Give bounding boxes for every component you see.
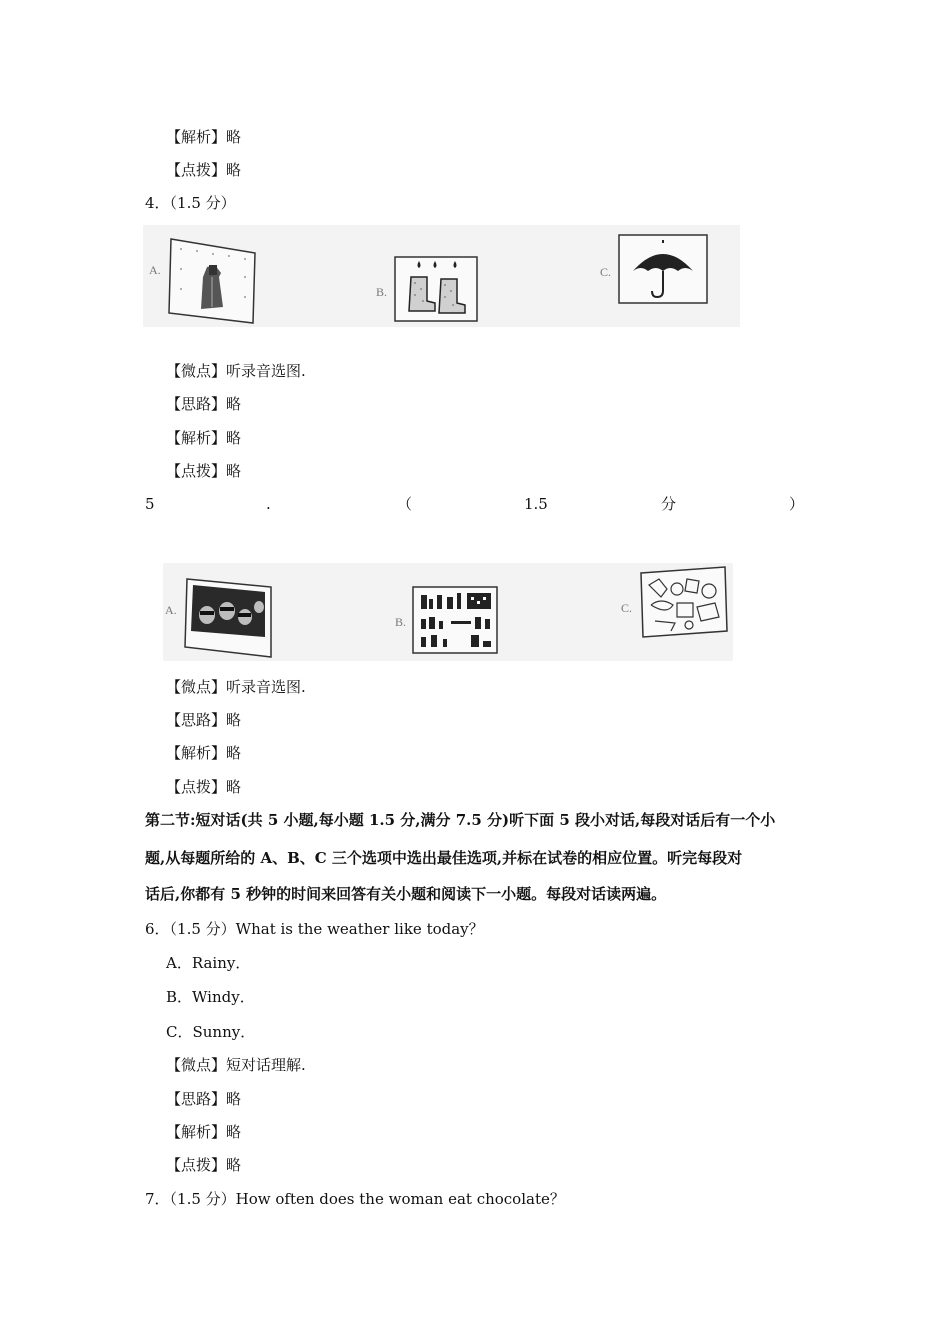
q6-point: 【微点】短对话理解. (166, 1056, 306, 1074)
sports-pictograms-icon (411, 585, 499, 655)
q5-option-b-letter: B. (395, 615, 407, 629)
q6-option-c: C．Sunny． (166, 1023, 256, 1041)
q4-tip: 【点拨】略 (166, 462, 242, 480)
q6-idea: 【思路】略 (166, 1090, 242, 1108)
q5-idea: 【思路】略 (166, 711, 242, 729)
q6-option-a: A．Rainy． (166, 954, 251, 972)
q5-header (0, 494, 950, 514)
section2-line-1: 第二节:短对话(共 5 小题,每小题 1.5 分,满分 7.5 分)听下面 5 段小对话,每段对话后有一个小 (145, 811, 776, 829)
q4-picture-options (143, 225, 740, 327)
q5-score-unit: 分 (661, 495, 677, 513)
q5-analysis: 【解析】略 (166, 744, 242, 762)
section2-line-3: 话后,你都有 5 秒钟的时间来回答有关小题和阅读下一小题。每段对话读两遍。 (145, 885, 667, 903)
q7-header: 7．（1.5 分）How often does the woman eat chocolate？ (145, 1190, 565, 1208)
q5-option-a-letter: A. (165, 603, 177, 617)
q6-analysis: 【解析】略 (166, 1123, 242, 1141)
rain-boots-icon (393, 255, 479, 323)
messy-room-drawing-icon (637, 565, 729, 641)
q5-score: 1.5 (524, 495, 548, 513)
q5-picture-options (163, 563, 733, 661)
q4-header: 4．（1.5 分） (145, 194, 236, 212)
q6-header: 6．（1.5 分）What is the weather like today？ (145, 920, 484, 938)
q5-dot: . (266, 495, 271, 513)
q6-tip: 【点拨】略 (166, 1156, 242, 1174)
section2-line-2: 题,从每题所给的 A、B、C 三个选项中选出最佳选项,并标在试卷的相应位置。听完每段对 (145, 849, 743, 867)
q3-analysis: 【解析】略 (166, 128, 242, 146)
q4-idea: 【思路】略 (166, 395, 242, 413)
q4-option-a-letter: A. (149, 263, 161, 277)
q4-analysis: 【解析】略 (166, 429, 242, 447)
q5-left-paren: （ (397, 495, 413, 513)
umbrella-icon (617, 233, 709, 305)
q4-option-b-letter: B. (376, 285, 388, 299)
q6-option-b: B．Windy． (166, 988, 255, 1006)
q5-point: 【微点】听录音选图. (166, 678, 306, 696)
q4-point: 【微点】听录音选图. (166, 362, 306, 380)
q5-option-c-letter: C. (621, 601, 633, 615)
q3-tip: 【点拨】略 (166, 161, 242, 179)
q5-right-paren: ） (789, 495, 805, 513)
cinema-audience-photo-icon (183, 577, 275, 659)
q5-number: 5 (145, 495, 155, 513)
q5-tip: 【点拨】略 (166, 778, 242, 796)
q4-option-c-letter: C. (600, 265, 612, 279)
raincoat-icon (167, 237, 259, 325)
